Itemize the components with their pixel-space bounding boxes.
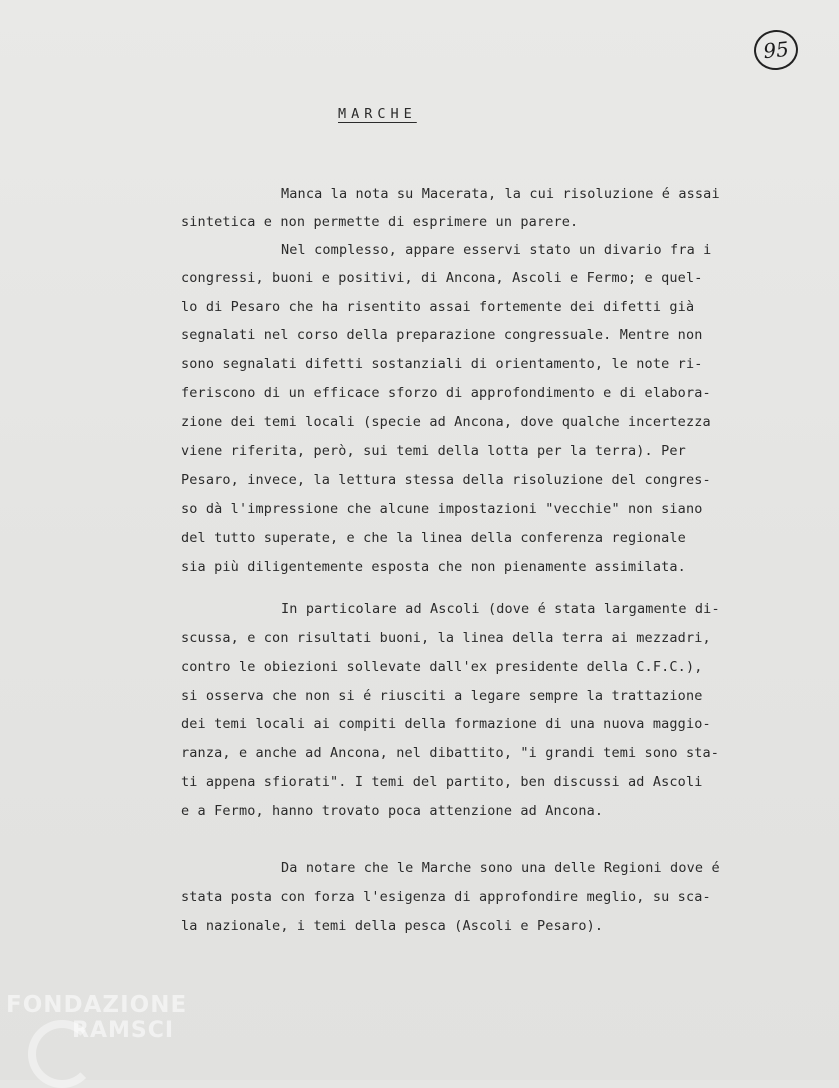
watermark-line1: FONDAZIONE xyxy=(6,992,188,1018)
text-line: Manca la nota su Macerata, la cui risoluzione é assai xyxy=(281,186,720,202)
page-number: 95 xyxy=(752,28,800,72)
foundation-watermark xyxy=(6,984,211,1080)
document-title: MARCHE xyxy=(338,106,417,122)
text-line: contro le obiezioni sollevate dall'ex presidente della C.F.C.), xyxy=(181,659,703,675)
text-line: segnalati nel corso della preparazione congressuale. Mentre non xyxy=(181,327,703,343)
text-line: stata posta con forza l'esigenza di approfondire meglio, su sca- xyxy=(181,889,711,905)
text-line: scussa, e con risultati buoni, la linea della terra ai mezzadri, xyxy=(181,630,711,646)
text-line: lo di Pesaro che ha risentito assai fortemente dei difetti già xyxy=(181,299,695,315)
text-line: sono segnalati difetti sostanziali di orientamento, le note ri- xyxy=(181,356,703,372)
text-line: la nazionale, i temi della pesca (Ascoli e Pesaro). xyxy=(181,918,604,934)
text-line: dei temi locali ai compiti della formazione di una nuova maggio- xyxy=(181,716,711,732)
text-line: ranza, e anche ad Ancona, nel dibattito, "i grandi temi sono sta- xyxy=(181,745,720,761)
text-line: zione dei temi locali (specie ad Ancona, dove qualche incertezza xyxy=(181,414,711,430)
text-line: si osserva che non si é riusciti a legare sempre la trattazione xyxy=(181,688,703,704)
text-line: congressi, buoni e positivi, di Ancona, Ascoli e Fermo; e quel- xyxy=(181,270,703,286)
text-line: feriscono di un efficace sforzo di approfondimento e di elabora- xyxy=(181,385,711,401)
watermark-line2: RAMSCI xyxy=(72,1018,175,1043)
text-line: Pesaro, invece, la lettura stessa della risoluzione del congres- xyxy=(181,472,711,488)
text-line: sintetica e non permette di esprimere un parere. xyxy=(181,214,579,230)
text-line: ti appena sfiorati". I temi del partito, ben discussi ad Ascoli xyxy=(181,774,703,790)
text-line: Da notare che le Marche sono una delle Regioni dove é xyxy=(281,860,720,876)
text-line: so dà l'impressione che alcune impostazioni "vecchie" non siano xyxy=(181,501,703,517)
text-line: del tutto superate, e che la linea della conferenza regionale xyxy=(181,530,686,546)
text-line: sia più diligentemente esposta che non pienamente assimilata. xyxy=(181,559,686,575)
text-line: e a Fermo, hanno trovato poca attenzione ad Ancona. xyxy=(181,803,604,819)
text-line: Nel complesso, appare esservi stato un divario fra i xyxy=(281,242,712,258)
text-line: In particolare ad Ascoli (dove é stata largamente di- xyxy=(281,601,720,617)
text-line: viene riferita, però, sui temi della lotta per la terra). Per xyxy=(181,443,686,459)
watermark-g-icon xyxy=(28,1020,96,1088)
